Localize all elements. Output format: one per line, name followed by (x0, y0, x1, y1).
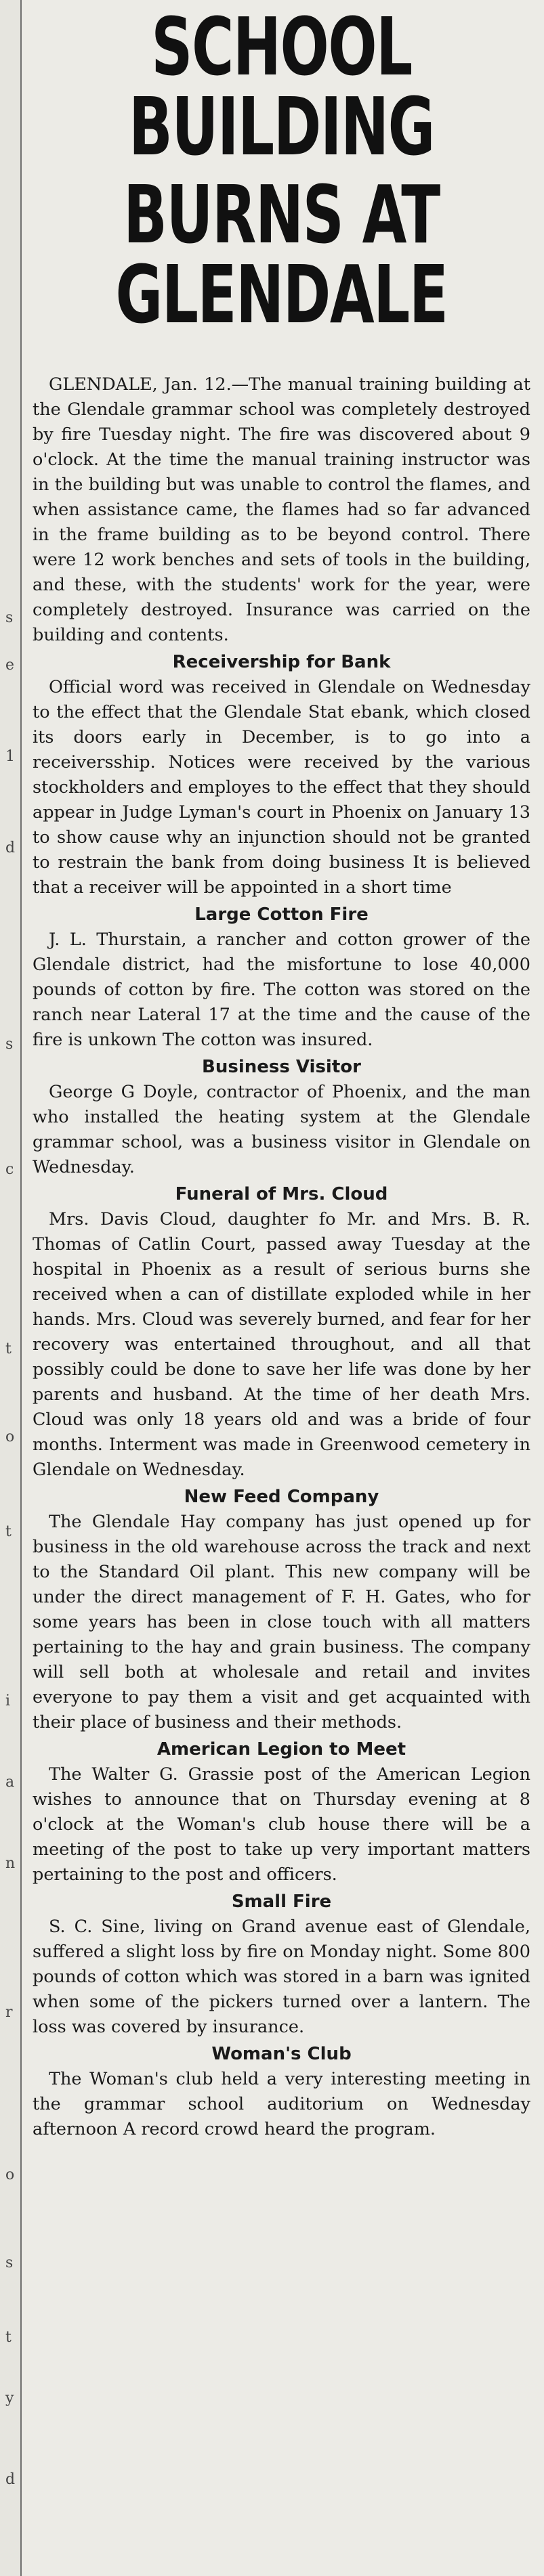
lead-article-body: GLENDALE, Jan. 12.—The manual training building at the Glendale grammar school was completely destroyed by fire Tuesday night. The fire was discovered about 9 o'clock. At the time the manual training instructor was in the building but was unable to control the flames, and when assistance came, the flames had so far advanced in the frame building as to be beyond control. There were 12 work benches and sets of tools in the building, and these, with the students' work for the year, were completely destroyed. Insurance was carried on the building and contents. (33, 374, 530, 645)
gutter-fragment: e (5, 657, 15, 674)
gutter-fragment: o (5, 1428, 15, 1445)
article-american-legion-body: The Walter G. Grassie post of the American Legion wishes to announce that on Thursday evening at 8 o'clock at the Woman's club house there will be a meeting of the post to take up very important matters pertaining to the post and officers. (33, 1764, 530, 1885)
subhead-small-fire: Small Fire (231, 1892, 332, 1912)
gutter-fragment: t (5, 2329, 12, 2346)
gutter-fragment: i (5, 1693, 11, 1709)
adjacent-column-edge (0, 0, 22, 2576)
subhead-feed-company: New Feed Company (184, 1487, 379, 1507)
gutter-fragment: s (5, 609, 14, 626)
subhead-american-legion: American Legion to Meet (156, 1739, 406, 1760)
gutter-fragment: s (5, 1036, 14, 1053)
headline-line-2: BURNS AT GLENDALE (115, 168, 448, 341)
article-funeral-body: Mrs. Davis Cloud, daughter fo Mr. and Mrs. B. R. Thomas of Catlin Court, passed away Tuesday at the hospital in Phoenix as a result of serious burns she received when a can of distillate exploded while in her hands. Mrs. Cloud was severely burned, and fear for her recovery was entertained throughout, and all that possibly could be done to save her life was done by her parents and husband. At the time of her death Mrs. Cloud was only 18 years old and was a bride of four months. Interment was made in Greenwood cemetery in Glendale on Wednesday. (33, 1209, 530, 1480)
headline-line-1: SCHOOL BUILDING (129, 0, 434, 173)
article-business-visitor-body: George G Doyle, contractor of Phoenix, and the man who installed the heating system at the Glendale grammar school, was a business visitor in Glendale on Wednesday. (33, 1082, 530, 1177)
gutter-fragment: c (5, 1161, 14, 1178)
subhead-business-visitor: Business Visitor (202, 1057, 361, 1077)
gutter-fragment: s (5, 2254, 14, 2271)
gutter-fragment: a (5, 1774, 15, 1791)
gutter-fragment: 1 (5, 748, 15, 765)
gutter-fragment: y (5, 2390, 14, 2407)
article-feed-company-body: The Glendale Hay company has just opened up for business in the old warehouse across the track and next to the Standard Oil plant. This new company will be under the direct management of F. H. Gates, who for some years has been in close touch with all matters pertaining to the hay and grain business. The company will sell both at wholesale and retail and invites everyone to pay them a visit and get acquainted with their place of business and their methods. (33, 1512, 530, 1732)
article-small-fire-body: S. C. Sine, living on Grand avenue east of Glendale, suffered a slight loss by fire on Monday night. Some 800 pounds of cotton which was stored in a barn was ignited when some of the pickers turned over a lantern. The loss was covered by insurance. (33, 1917, 530, 2037)
article-cotton-fire-body: J. L. Thurstain, a rancher and cotton grower of the Glendale district, had the misfortune to lose 40,000 pounds of cotton by fire. The cotton was stored on the ranch near Lateral 17 at the time and the cause of the fire is unkown The cotton was insured. (33, 930, 530, 1050)
gutter-fragment: t (5, 1340, 12, 1357)
article-womans-club-body: The Woman's club held a very interesting meeting in the grammar school auditorium on Wednesday afternoon A record crowd heard the program. (33, 2069, 530, 2139)
gutter-fragment: n (5, 1855, 16, 1872)
subhead-cotton-fire: Large Cotton Fire (194, 904, 369, 925)
gutter-fragment: o (5, 2166, 15, 2183)
gutter-fragment: d (5, 839, 16, 856)
gutter-fragment: r (5, 2004, 13, 2021)
subhead-womans-club: Woman's Club (211, 2044, 352, 2064)
subhead-receivership: Receivership for Bank (172, 652, 391, 672)
newspaper-column (33, 0, 530, 2142)
gutter-fragment: d (5, 2471, 16, 2488)
gutter-fragment: t (5, 1523, 12, 1540)
subhead-funeral: Funeral of Mrs. Cloud (175, 1184, 388, 1204)
article-receivership-body: Official word was received in Glendale on Wednesday to the effect that the Glendale Stat ebank, which closed its doors early in December, is to go into a receiversship. Notices were received by the various stockholders and employes to the effect that they should appear in Judge Lyman's court in Phoenix on January 13 to show cause why an injunction should not be granted to restrain the bank from doing business It is believed that a receiver will be appointed in a short time (33, 677, 530, 898)
